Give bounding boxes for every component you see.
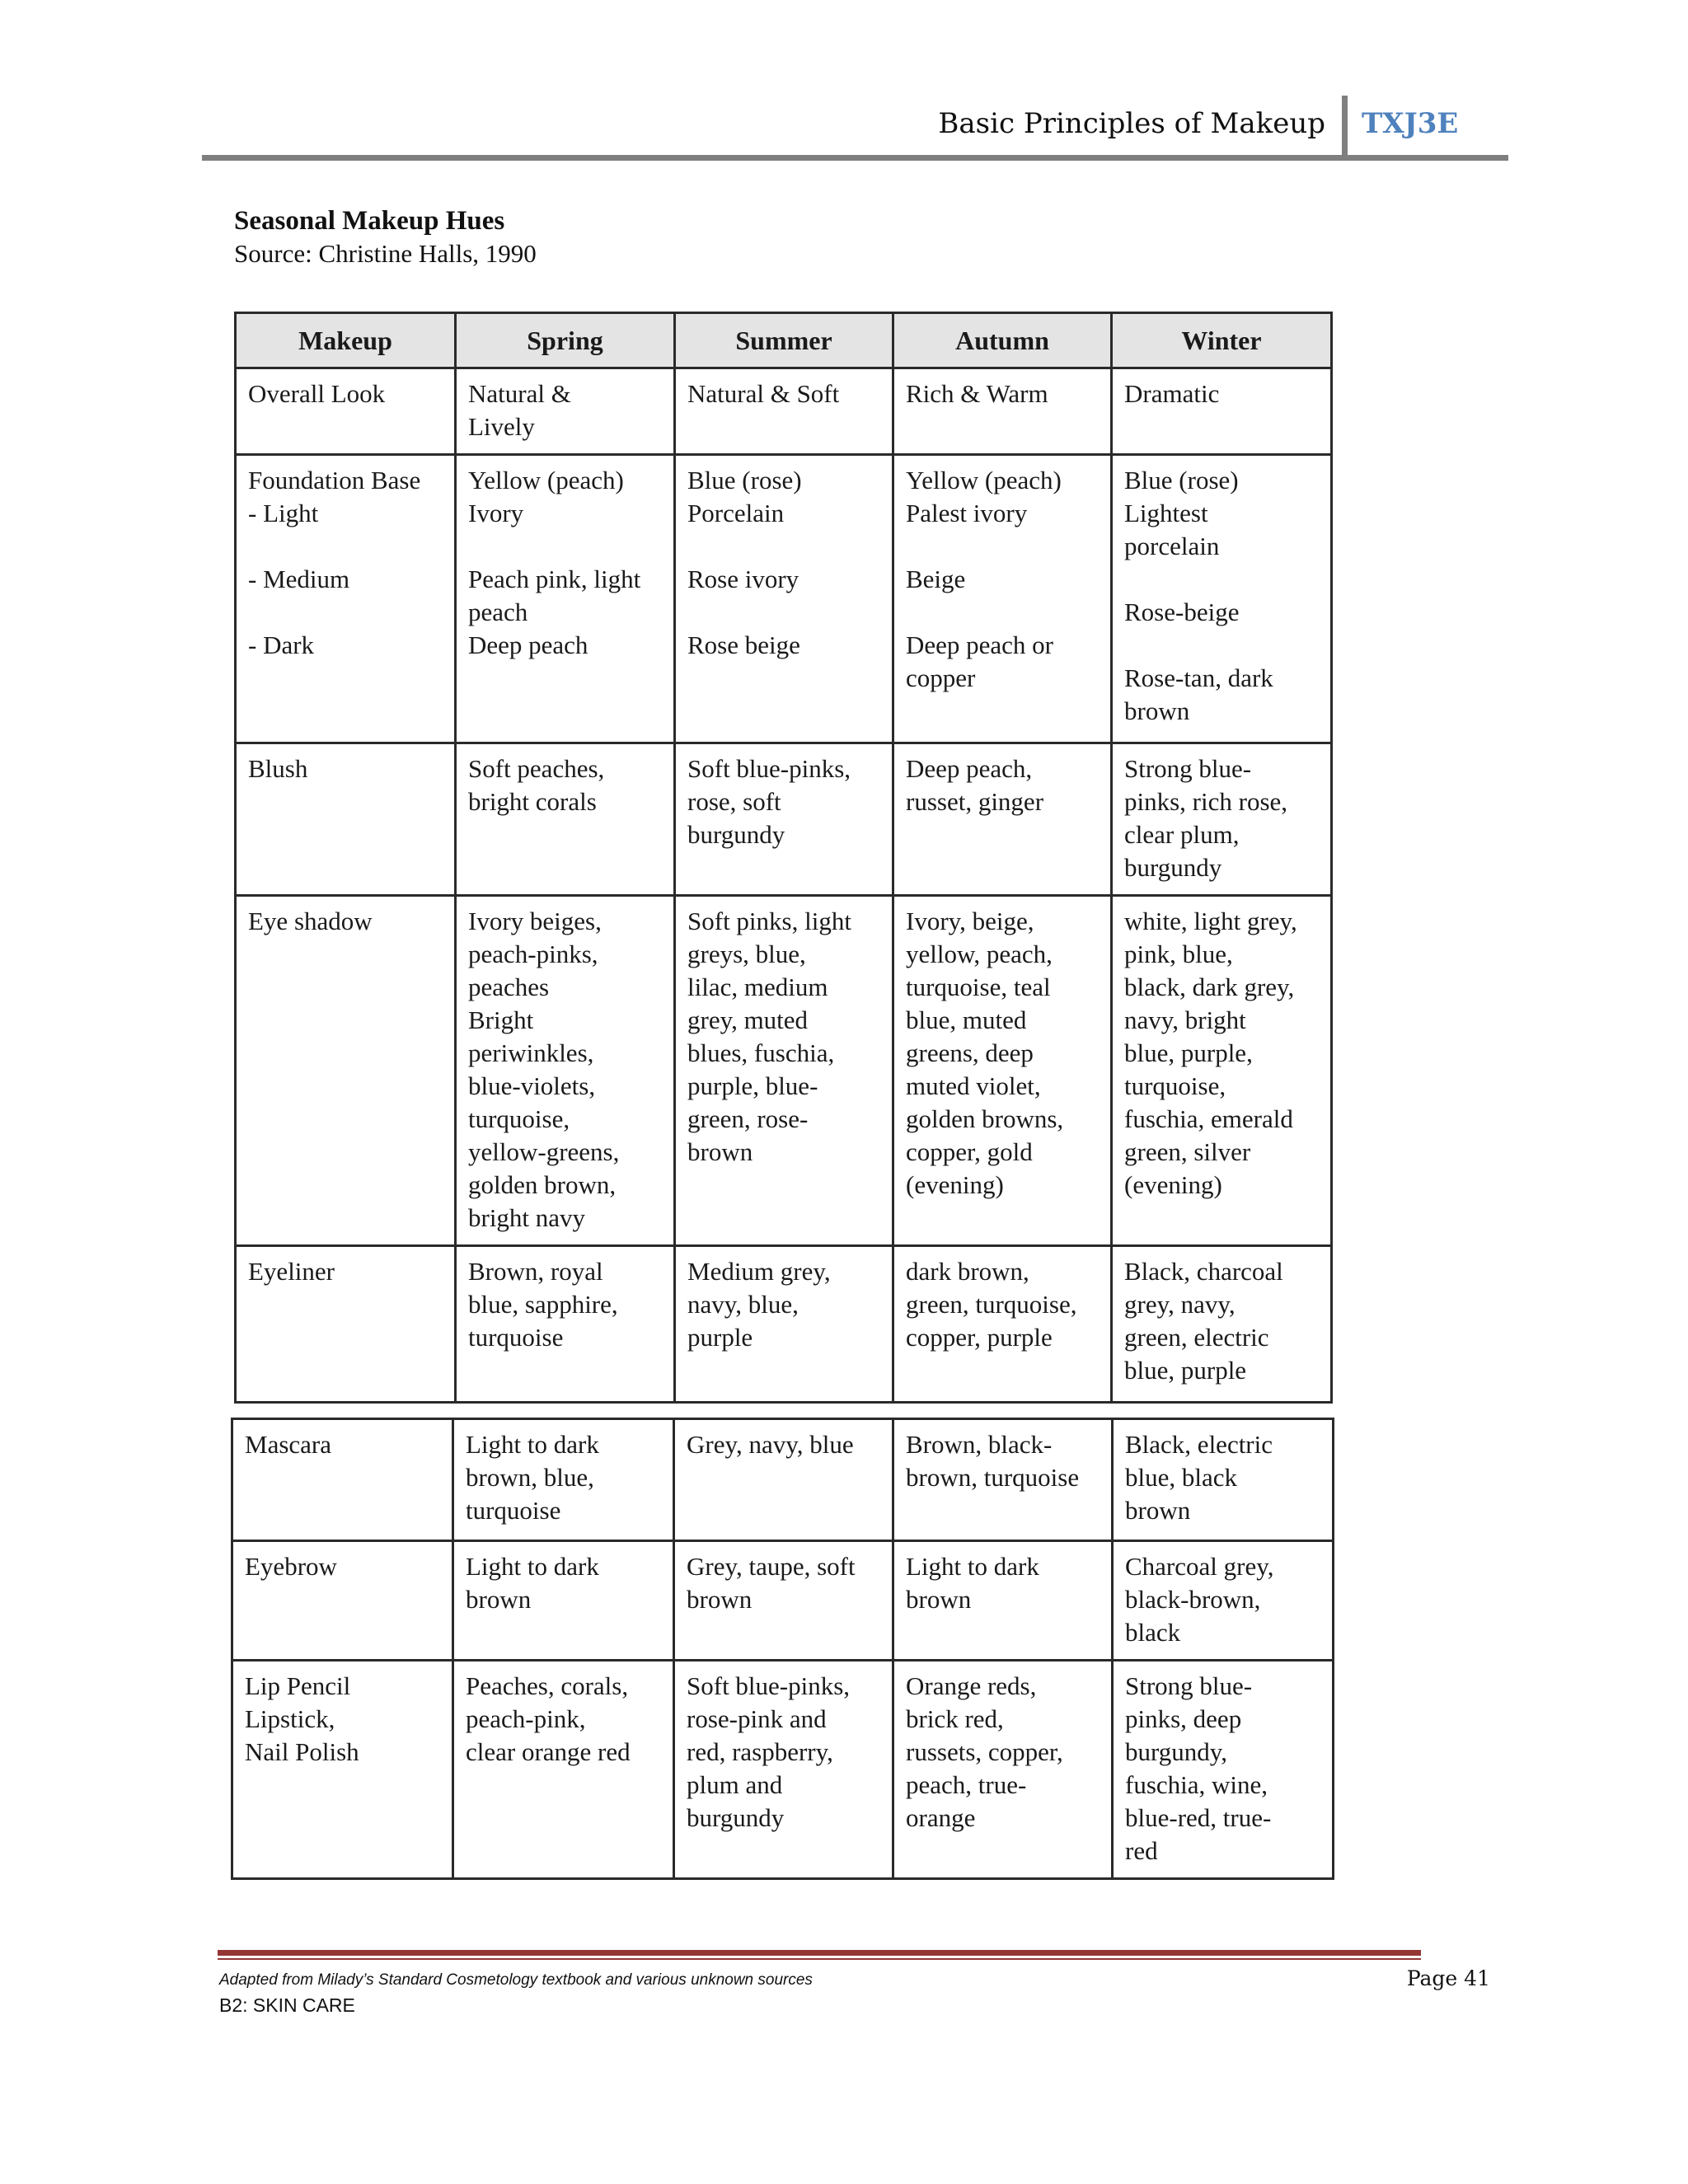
cell-line: copper: [906, 663, 976, 692]
cell-spacer: [248, 530, 444, 563]
cell-line: Mascara: [245, 1430, 331, 1459]
row-label-cell: [232, 1541, 453, 1661]
cell-line: russet, ginger: [906, 787, 1044, 816]
cell-line: Palest ivory: [906, 499, 1028, 527]
cell-line: Black, electric: [1125, 1430, 1273, 1459]
cell-summer: [674, 1661, 893, 1879]
column-header: Autumn: [893, 313, 1112, 368]
cell-line: peach: [468, 598, 528, 626]
cell-line: navy, blue,: [687, 1290, 799, 1319]
seasonal-makeup-table: [234, 312, 1333, 1404]
cell-winter: [1112, 455, 1332, 743]
cell-line: Lip Pencil: [245, 1671, 351, 1700]
cell-line: green, silver: [1124, 1137, 1251, 1166]
cell-line: turquoise: [468, 1323, 564, 1352]
cell-spring: [456, 1246, 675, 1403]
cell-line: turquoise,: [1124, 1071, 1226, 1100]
cell-summer: [675, 455, 893, 743]
cell-spacer: [468, 530, 663, 563]
cell-line: Ivory: [468, 499, 524, 527]
cell-summer: [674, 1419, 893, 1541]
cell-winter: [1112, 743, 1332, 896]
cell-line: Nail Polish: [245, 1737, 359, 1766]
cell-spring: [453, 1661, 674, 1879]
cell-line: Natural & Soft: [687, 379, 840, 408]
cell-line: blue, purple: [1124, 1356, 1247, 1385]
cell-line: brick red,: [906, 1704, 1004, 1733]
cell-line: Porcelain: [687, 499, 785, 527]
cell-line: Strong blue-: [1124, 754, 1252, 783]
cell-line: peach-pink,: [466, 1704, 586, 1733]
row-label-cell: [236, 743, 456, 896]
table-header-row: [236, 313, 1332, 368]
cell-line: Soft blue-pinks,: [687, 1671, 851, 1700]
row-label-cell: [236, 455, 456, 743]
cell-line: Strong blue-: [1125, 1671, 1253, 1700]
cell-line: green, electric: [1124, 1323, 1269, 1352]
cell-summer: [675, 368, 893, 455]
seasonal-makeup-table-continued: [231, 1418, 1334, 1880]
cell-line: peach, true-: [906, 1770, 1027, 1799]
header-rule: [202, 155, 1508, 161]
cell-line: Orange reds,: [906, 1671, 1037, 1700]
document-title: Seasonal Makeup Hues: [234, 206, 505, 236]
cell-line: Soft pinks, light: [687, 907, 851, 935]
table-row: [232, 1661, 1334, 1879]
cell-line: muted violet,: [906, 1071, 1041, 1100]
cell-line: Blue (rose): [1124, 466, 1239, 494]
cell-line: Lively: [468, 412, 535, 441]
cell-line: golden brown,: [468, 1170, 617, 1199]
cell-line: yellow, peach,: [906, 940, 1053, 968]
table-row: [236, 1246, 1332, 1403]
cell-line: black: [1125, 1618, 1181, 1647]
cell-line: Blush: [248, 754, 308, 783]
cell-line: blue, muted: [906, 1005, 1027, 1034]
cell-autumn: [893, 368, 1112, 455]
cell-winter: [1113, 1661, 1334, 1879]
cell-line: - Light: [248, 499, 319, 527]
cell-line: Bright: [468, 1005, 534, 1034]
column-header: Spring: [456, 313, 675, 368]
table-row: [236, 455, 1332, 743]
cell-spring: [456, 368, 675, 455]
cell-spacer: [1124, 629, 1320, 662]
cell-line: Eyebrow: [245, 1552, 337, 1581]
cell-line: turquoise: [466, 1496, 561, 1525]
cell-line: orange: [906, 1803, 976, 1832]
cell-line: green, rose-: [687, 1104, 809, 1133]
cell-spring: [456, 896, 675, 1246]
cell-line: black-brown,: [1125, 1585, 1261, 1614]
page-header: [0, 89, 1508, 155]
cell-line: red, raspberry,: [687, 1737, 833, 1766]
cell-line: blue, purple,: [1124, 1038, 1253, 1067]
cell-line: Ivory beiges,: [468, 907, 602, 935]
cell-line: - Dark: [248, 630, 315, 659]
cell-line: green, turquoise,: [906, 1290, 1077, 1319]
cell-line: copper, purple: [906, 1323, 1053, 1352]
cell-line: Rich & Warm: [906, 379, 1048, 408]
cell-line: golden browns,: [906, 1104, 1064, 1133]
cell-line: Yellow (peach): [468, 466, 624, 494]
cell-line: Lipstick,: [245, 1704, 335, 1733]
table-row: [232, 1541, 1334, 1661]
cell-line: Grey, navy, blue: [687, 1430, 854, 1459]
cell-spring: [453, 1419, 674, 1541]
cell-winter: [1113, 1541, 1334, 1661]
page-number: Page 41: [1406, 1966, 1490, 1990]
cell-line: yellow-greens,: [468, 1137, 620, 1166]
cell-spacer: [1124, 563, 1320, 596]
footer-rule: [218, 1950, 1421, 1956]
cell-line: burgundy: [1124, 853, 1222, 882]
table-row: [236, 368, 1332, 455]
cell-line: Brown, royal: [468, 1257, 603, 1286]
cell-line: pinks, deep: [1125, 1704, 1242, 1733]
cell-line: - Medium: [248, 565, 350, 593]
cell-line: Lightest: [1124, 499, 1208, 527]
cell-line: brown: [466, 1585, 532, 1614]
cell-line: black, dark grey,: [1124, 972, 1295, 1001]
footer-section: B2: SKIN CARE: [219, 1994, 355, 2016]
cell-line: Rose-beige: [1124, 598, 1240, 626]
row-label-cell: [232, 1419, 453, 1541]
cell-line: navy, bright: [1124, 1005, 1246, 1034]
cell-line: Natural &: [468, 379, 571, 408]
cell-line: blue, sapphire,: [468, 1290, 618, 1319]
cell-autumn: [893, 1661, 1113, 1879]
cell-line: peach-pinks,: [468, 940, 598, 968]
column-header: Makeup: [236, 313, 456, 368]
cell-winter: [1112, 896, 1332, 1246]
cell-line: white, light grey,: [1124, 907, 1297, 935]
cell-line: Deep peach: [468, 630, 588, 659]
cell-summer: [675, 896, 893, 1246]
cell-line: brown, blue,: [466, 1463, 594, 1492]
cell-line: blue, black: [1125, 1463, 1238, 1492]
cell-line: Dramatic: [1124, 379, 1220, 408]
cell-line: Overall Look: [248, 379, 386, 408]
footer-source-note: Adapted from Milady’s Standard Cosmetology textbook and various unknown sources: [219, 1971, 813, 1989]
cell-autumn: [893, 896, 1112, 1246]
cell-line: burgundy: [687, 1803, 785, 1832]
cell-spacer: [687, 596, 882, 629]
cell-line: purple: [687, 1323, 753, 1352]
cell-line: rose-pink and: [687, 1704, 827, 1733]
cell-line: Rose beige: [687, 630, 800, 659]
cell-line: blue-violets,: [468, 1071, 596, 1100]
cell-line: lilac, medium: [687, 972, 828, 1001]
header-course-code: TXJ3E: [1362, 107, 1459, 140]
cell-autumn: [893, 455, 1112, 743]
column-header: Winter: [1112, 313, 1332, 368]
cell-line: brown: [906, 1585, 972, 1614]
cell-line: Deep peach,: [906, 754, 1033, 783]
cell-line: russets, copper,: [906, 1737, 1063, 1766]
cell-line: Light to dark: [466, 1430, 599, 1459]
cell-line: Soft blue-pinks,: [687, 754, 851, 783]
cell-summer: [675, 743, 893, 896]
cell-line: clear orange red: [466, 1737, 631, 1766]
cell-line: (evening): [1124, 1170, 1222, 1199]
header-title: Basic Principles of Makeup: [938, 107, 1325, 140]
cell-line: red: [1125, 1836, 1158, 1865]
cell-line: fuschia, emerald: [1124, 1104, 1293, 1133]
cell-line: bright corals: [468, 787, 597, 816]
cell-spacer: [906, 530, 1100, 563]
cell-line: Beige: [906, 565, 966, 593]
row-label-cell: [236, 896, 456, 1246]
cell-line: turquoise, teal: [906, 972, 1051, 1001]
cell-line: Yellow (peach): [906, 466, 1062, 494]
row-label-cell: [232, 1661, 453, 1879]
cell-line: Deep peach or: [906, 630, 1054, 659]
header-separator: [1342, 96, 1348, 157]
cell-line: Black, charcoal: [1124, 1257, 1283, 1286]
cell-line: Light to dark: [906, 1552, 1039, 1581]
cell-line: bright navy: [468, 1203, 586, 1232]
cell-line: brown: [1125, 1496, 1191, 1525]
cell-spring: [456, 455, 675, 743]
cell-spacer: [687, 530, 882, 563]
cell-line: brown, turquoise: [906, 1463, 1080, 1492]
cell-line: Rose ivory: [687, 565, 799, 593]
table-row: [236, 896, 1332, 1246]
cell-summer: [674, 1541, 893, 1661]
cell-summer: [675, 1246, 893, 1403]
cell-line: Eye shadow: [248, 907, 373, 935]
cell-line: greens, deep: [906, 1038, 1034, 1067]
cell-line: rose, soft: [687, 787, 781, 816]
cell-winter: [1112, 1246, 1332, 1403]
cell-line: peaches: [468, 972, 550, 1001]
cell-spacer: [906, 596, 1100, 629]
cell-line: Brown, black-: [906, 1430, 1053, 1459]
cell-line: Rose-tan, dark: [1124, 663, 1273, 692]
cell-autumn: [893, 1419, 1113, 1541]
cell-line: Ivory, beige,: [906, 907, 1034, 935]
row-label-cell: [236, 368, 456, 455]
cell-line: clear plum,: [1124, 820, 1240, 849]
cell-line: porcelain: [1124, 532, 1220, 560]
cell-spring: [456, 743, 675, 896]
cell-line: Grey, taupe, soft: [687, 1552, 856, 1581]
cell-line: (evening): [906, 1170, 1004, 1199]
cell-line: grey, muted: [687, 1005, 809, 1034]
cell-line: turquoise,: [468, 1104, 570, 1133]
cell-line: copper, gold: [906, 1137, 1033, 1166]
cell-line: fuschia, wine,: [1125, 1770, 1268, 1799]
cell-autumn: [893, 1541, 1113, 1661]
cell-winter: [1113, 1419, 1334, 1541]
cell-line: burgundy,: [1125, 1737, 1227, 1766]
cell-line: Eyeliner: [248, 1257, 335, 1286]
cell-spring: [453, 1541, 674, 1661]
cell-line: pinks, rich rose,: [1124, 787, 1288, 816]
cell-line: periwinkles,: [468, 1038, 594, 1067]
cell-winter: [1112, 368, 1332, 455]
cell-line: plum and: [687, 1770, 783, 1799]
document-source: Source: Christine Halls, 1990: [234, 239, 537, 268]
cell-line: burgundy: [687, 820, 785, 849]
cell-line: Soft peaches,: [468, 754, 605, 783]
table-row: [232, 1419, 1334, 1541]
cell-line: grey, navy,: [1124, 1290, 1236, 1319]
cell-line: Charcoal grey,: [1125, 1552, 1274, 1581]
cell-line: Medium grey,: [687, 1257, 831, 1286]
row-label-cell: [236, 1246, 456, 1403]
cell-line: brown: [687, 1585, 753, 1614]
cell-spacer: [248, 596, 444, 629]
footer-rule-thin: [218, 1958, 1421, 1960]
cell-line: blues, fuschia,: [687, 1038, 835, 1067]
cell-line: Peaches, corals,: [466, 1671, 629, 1700]
column-header: Summer: [675, 313, 893, 368]
cell-line: Foundation Base: [248, 466, 421, 494]
cell-line: greys, blue,: [687, 940, 806, 968]
cell-line: Light to dark: [466, 1552, 599, 1581]
cell-line: brown: [1124, 696, 1190, 725]
cell-line: pink, blue,: [1124, 940, 1233, 968]
cell-autumn: [893, 743, 1112, 896]
cell-line: dark brown,: [906, 1257, 1029, 1286]
cell-line: Blue (rose): [687, 466, 802, 494]
cell-line: purple, blue-: [687, 1071, 818, 1100]
cell-autumn: [893, 1246, 1112, 1403]
table-row: [236, 743, 1332, 896]
cell-line: blue-red, true-: [1125, 1803, 1272, 1832]
cell-line: Peach pink, light: [468, 565, 641, 593]
cell-line: brown: [687, 1137, 753, 1166]
